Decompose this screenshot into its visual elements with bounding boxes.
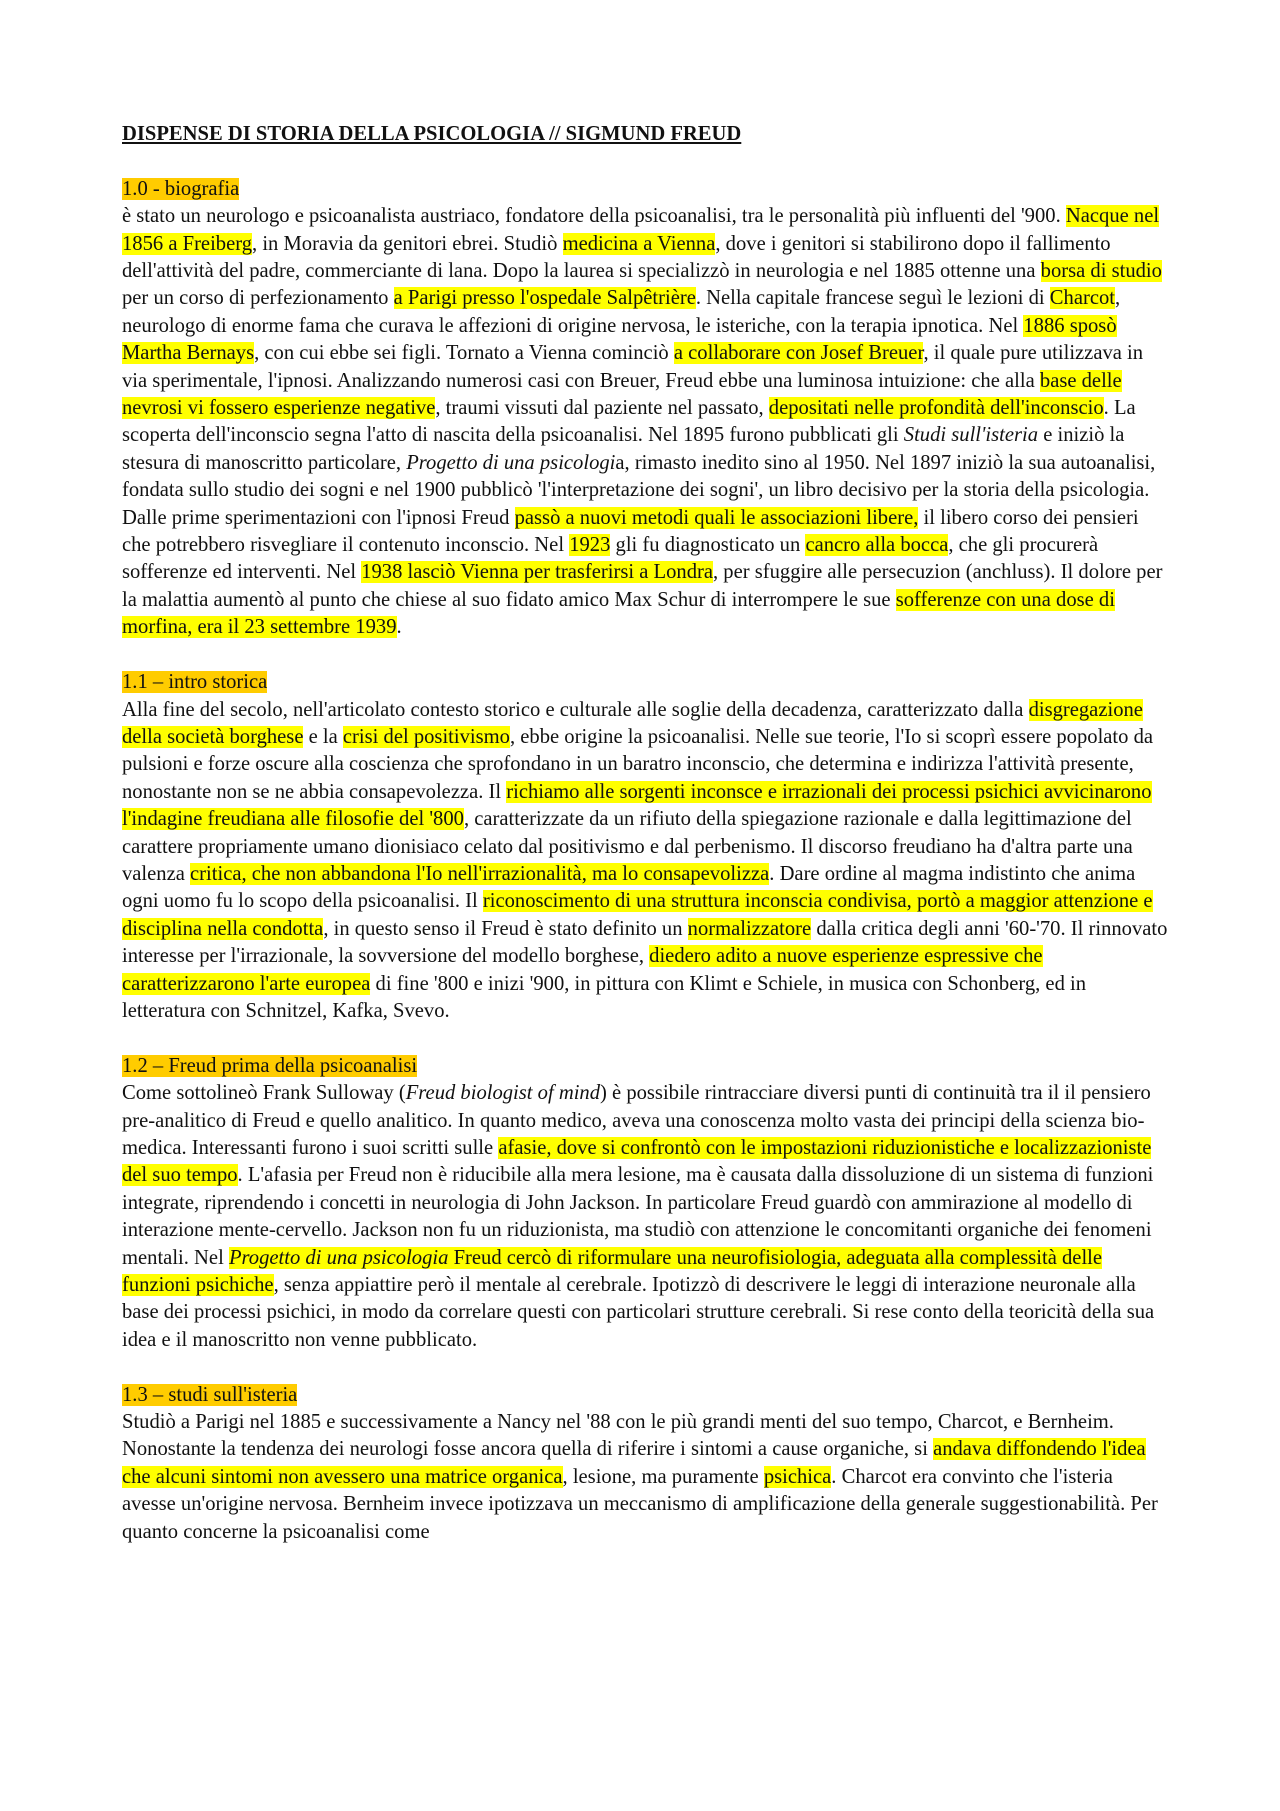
- highlighted-text: 1886 sposò Martha Bernays: [122, 314, 1117, 365]
- section-freud-prima-psicoanalisi: [122, 1053, 1168, 1354]
- body-text-run: Progetto di una psicologi: [406, 451, 616, 474]
- body-text-run: e iniziò la stesura di manoscritto particolare,: [122, 424, 1125, 474]
- section-body: [122, 697, 1168, 1026]
- highlighted-text: riconoscimento di una struttura inconscia condivisa, portò a maggior attenzione e disciplina nella condotta: [122, 890, 1153, 940]
- body-text-run: Freud biologist of mind: [405, 1082, 601, 1105]
- body-text-run: , con cui ebbe sei figli. Tornato a Vienna cominciò: [254, 342, 674, 365]
- section-studi-isteria: [122, 1382, 1168, 1546]
- body-text-run: , lesione, ma puramente: [562, 1465, 764, 1488]
- body-text-run: il libero corso dei pensieri che potrebbero risvegliare il contenuto inconscio. Nel: [122, 506, 1139, 557]
- highlighted-text: Progetto di una psicologia: [228, 1246, 449, 1269]
- body-text-run: Come sottolineò Frank Sulloway (: [122, 1082, 406, 1105]
- highlighted-text: Freud cercò di riformulare una neurofisiologia, adeguata alla complessità delle funzioni psichiche: [122, 1246, 1103, 1297]
- body-text-run: è stato un neurologo e psicoanalista austriaco, fondatore della psicoanalisi, tra le personalità più influenti del '900.: [122, 205, 1066, 228]
- body-text-run: , senza appiattire però il mentale al cerebrale. Ipotizzò di descrivere le leggi di interazione neuronale alla base dei processi psichici, in modo da correlare questi con particolari strutture cerebrali. Si rese conto della teoricità della sua idea e il manoscritto non venne pubblicato.: [122, 1274, 1155, 1351]
- highlighted-text: richiamo alle sorgenti inconsce e irrazionali dei processi psichici avvicinarono l'indagine freudiana alle filosofie del '800: [122, 780, 1152, 831]
- body-text-run: gli fu diagnosticato un: [610, 534, 806, 557]
- body-text-run: a, rimasto inedito sino al 1950. Nel 1897 iniziò la sua autoanalisi, fondata sullo studio dei sogni e nel 1900 pubblicò 'l'interpretazione dei sogni', un libro decisivo per la storia della psicologia. Dalle prime sperimentazioni con l'ipnosi Freud: [122, 451, 1156, 529]
- section-heading: 1.3 – studi sull'isteria: [122, 1383, 298, 1406]
- highlighted-text: psichica: [763, 1465, 832, 1488]
- highlighted-text: normalizzatore: [687, 917, 812, 940]
- highlighted-text: sofferenze con una dose di morfina, era il 23 settembre 1939: [122, 588, 1115, 639]
- body-text-run: , in questo senso il Freud è stato definito un: [323, 917, 688, 940]
- highlighted-text: crisi del positivismo: [342, 725, 510, 748]
- highlighted-text: passò a nuovi metodi quali le associazioni libere,: [514, 506, 919, 529]
- highlighted-text: diedero adito a nuove esperienze espressive che caratterizzarono l'arte europea: [122, 945, 1043, 995]
- section-biografia: [122, 176, 1168, 642]
- highlighted-text: 1938 lasciò Vienna per trasferirsi a Londra: [361, 561, 713, 584]
- highlighted-text: afasie, dove si confrontò con le impostazioni riduzionistiche e localizzazioniste del suo tempo: [122, 1136, 1152, 1187]
- highlighted-text: critica, che non abbandona l'Io nell'irrazionalità, ma lo consapevolizza: [190, 862, 770, 885]
- highlighted-text: a Parigi presso l'ospedale Salpêtrière: [393, 287, 696, 310]
- body-text-run: , che gli procurerà sofferenze ed interventi. Nel: [122, 534, 1099, 584]
- section-heading: 1.2 – Freud prima della psicoanalisi: [122, 1054, 418, 1077]
- body-text-run: . La scoperta dell'inconscio segna l'atto di nascita della psicoanalisi. Nel 1895 furono pubblicati gli: [122, 397, 1136, 447]
- section-body: [122, 1080, 1168, 1354]
- body-text-run: , dove i genitori si stabilirono dopo il fallimento dell'attività del padre, commerciante di lana. Dopo la laurea si specializzò in neurologia e nel 1885 ottenne una: [122, 232, 1111, 283]
- body-text-run: . Charcot era convinto che l'isteria avesse un'origine nervosa. Bernheim invece ipotizzava un meccanismo di amplificazione della generale suggestionabilità. Per quanto concerne la psicoanalisi come: [122, 1465, 1158, 1543]
- section-heading: 1.1 – intro storica: [122, 671, 268, 694]
- section-body: [122, 1409, 1168, 1546]
- body-text-run: , caratterizzate da un rifiuto della spiegazione razionale e dalla legittimazione del carattere propriamente umano dionisiaco celato dal positivismo e dal perbenismo. Il discorso freudiano ha d'altra parte una valenza: [122, 808, 1133, 885]
- body-text-run: , traumi vissuti dal paziente nel passato,: [435, 397, 769, 420]
- highlighted-text: disgregazione della società borghese: [122, 698, 1143, 748]
- body-text-run: . Dare ordine al magma indistinto che anima ogni uomo fu lo scopo della psicoanalisi. Il: [122, 862, 1136, 913]
- section-intro-storica: [122, 669, 1168, 1025]
- body-text-run: di fine '800 e inizi '900, in pittura con Klimt e Schiele, in musica con Schonberg, ed in letteratura con Schnitzel, Kafka, Svevo.: [122, 972, 1087, 1022]
- body-text-run: Studi sull'isteria: [903, 424, 1039, 447]
- body-text-run: ) è possibile rintracciare diversi punti di continuità tra il il pensiero pre-analitico di Freud e quello analitico. In quanto medico, aveva una conoscenza molto vasta dei principi della scienza bio-medica. Interessanti furono i suoi scritti sulle: [122, 1082, 1151, 1159]
- body-text-run: , per sfuggire alle persecuzion (anchluss). Il dolore per la malattia aumentò al punto che chiese al suo fidato amico Max Schur di interrompere le sue: [122, 561, 1163, 611]
- highlighted-text: 1923: [569, 534, 611, 557]
- body-text-run: per un corso di perfezionamento: [122, 287, 394, 310]
- highlighted-text: Nacque nel 1856 a Freiberg: [122, 205, 1160, 255]
- document-title: DISPENSE DI STORIA DELLA PSICOLOGIA // SIGMUND FREUD: [122, 123, 742, 145]
- document-content: [122, 121, 1168, 1573]
- highlighted-text: borsa di studio: [1040, 260, 1162, 283]
- body-text-run: dalla critica degli anni '60-'70. Il rinnovato interesse per l'irrazionale, la sovversione del modello borghese,: [122, 917, 1168, 968]
- highlighted-text: base delle nevrosi vi fossero esperienze negative: [122, 369, 1122, 420]
- body-text-run: . Nella capitale francese seguì le lezioni di: [695, 287, 1050, 310]
- highlighted-text: Charcot: [1049, 287, 1115, 310]
- highlighted-text: andava diffondendo l'idea che alcuni sintomi non avessero una matrice organica: [122, 1438, 1146, 1488]
- body-text-run: Alla fine del secolo, nell'articolato contesto storico e culturale alle soglie della decadenza, caratterizzato dalla: [122, 698, 1029, 721]
- body-text-run: , neurologo di enorme fama che curava le affezioni di origine nervosa, le isteriche, con la terapia ipnotica. Nel: [122, 287, 1121, 337]
- body-text-run: Studiò a Parigi nel 1885 e successivamente a Nancy nel '88 con le più grandi menti del suo tempo, Charcot, e Bernheim. Nonostante la tendenza dei neurologi fosse ancora quella di riferire i sintomi a cause organiche, si: [122, 1411, 1114, 1461]
- highlighted-text: medicina a Vienna: [562, 232, 716, 255]
- body-text-run: .: [396, 616, 402, 639]
- body-text-run: . L'afasia per Freud non è riducibile alla mera lesione, ma è causata dalla dissoluzione di un sistema di funzioni integrate, riprendendo i concetti in neurologia di John Jackson. In particolare Freud guardò con ammirazione al modello di interazione mente-cervello. Jackson non fu un riduzionista, ma studiò con attenzione le concomitanti organiche dei fenomeni mentali. Nel: [122, 1164, 1154, 1269]
- section-heading: 1.0 - biografia: [122, 177, 240, 200]
- body-text-run: , in Moravia da genitori ebrei. Studiò: [252, 232, 563, 255]
- body-text-run: e la: [303, 725, 343, 748]
- highlighted-text: cancro alla bocca: [805, 534, 949, 557]
- highlighted-text: a collaborare con Josef Breuer: [673, 342, 924, 365]
- body-text-run: , il quale pure utilizzava in via sperimentale, l'ipnosi. Analizzando numerosi casi con Breuer, Freud ebbe una luminosa intuizione: che alla: [122, 342, 1144, 392]
- body-text-run: , ebbe origine la psicoanalisi. Nelle sue teorie, l'Io si scoprì essere popolato da pulsioni e forze oscure alla coscienza che sprofondano in un baratro inconscio, che determina e indirizza l'attività presente, nonostante non se ne abbia consapevolezza. Il: [122, 725, 1154, 803]
- highlighted-text: depositati nelle profondità dell'inconscio: [768, 397, 1104, 420]
- section-body: [122, 203, 1168, 642]
